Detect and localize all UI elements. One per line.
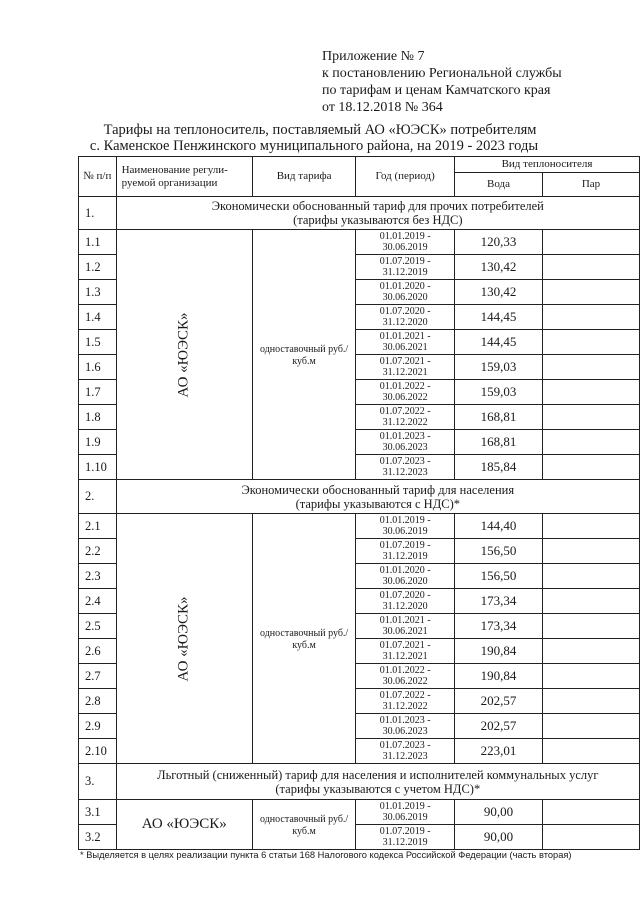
header-steam: Пар [542,173,639,197]
row-num: 1.9 [79,430,117,455]
section-title-line-2: (тарифы указываются с НДС)* [295,496,460,511]
period-end: 31.12.2021 [382,367,428,378]
period-cell [356,825,455,850]
section-num: 1. [79,197,117,230]
period-start: 01.07.2022 - [379,690,431,701]
period-start: 01.07.2019 - [379,540,431,551]
steam-value [542,280,639,305]
steam-value [542,800,639,825]
water-value: 120,33 [454,230,542,255]
header-num: № п/п [79,157,117,197]
tariff-kind: одноставочный руб./куб.м [252,514,355,764]
water-value: 156,50 [454,564,542,589]
period-end: 30.06.2020 [382,292,428,303]
water-value: 144,40 [454,514,542,539]
row-num: 3.2 [79,825,117,850]
steam-value [542,539,639,564]
section-title [116,480,639,514]
appendix-header [322,48,562,116]
water-value: 190,84 [454,664,542,689]
org-name-vertical [116,514,252,764]
period-cell [356,280,455,305]
row-num: 1.5 [79,330,117,355]
period-cell [356,539,455,564]
row-num: 2.4 [79,589,117,614]
steam-value [542,330,639,355]
period-start: 01.07.2023 - [379,740,431,751]
water-value: 159,03 [454,355,542,380]
steam-value [542,739,639,764]
row-num: 2.1 [79,514,117,539]
period-start: 01.07.2023 - [379,456,431,467]
period-cell [356,355,455,380]
row-num: 1.7 [79,380,117,405]
period-start: 01.01.2019 - [379,515,431,526]
period-end: 30.06.2020 [382,576,428,587]
period-end: 31.12.2020 [382,601,428,612]
section-title [116,764,639,800]
period-end: 30.06.2023 [382,442,428,453]
period-cell [356,714,455,739]
section-header-row [79,197,640,230]
steam-value [542,514,639,539]
row-num: 2.8 [79,689,117,714]
period-end: 30.06.2021 [382,342,428,353]
steam-value [542,305,639,330]
period-end: 30.06.2022 [382,392,428,403]
org-name: АО «ЮЭСК» [175,596,192,681]
water-value: 144,45 [454,305,542,330]
steam-value [542,714,639,739]
period-start: 01.07.2019 - [379,826,431,837]
section-title-line-1: Экономически обоснованный тариф для населения [241,482,515,497]
steam-value [542,255,639,280]
row-num: 2.3 [79,564,117,589]
steam-value [542,380,639,405]
section-title-line-2: (тарифы указываются с учетом НДС)* [275,781,481,796]
water-value: 159,03 [454,380,542,405]
row-num: 2.2 [79,539,117,564]
water-value: 202,57 [454,714,542,739]
steam-value [542,405,639,430]
row-num: 1.6 [79,355,117,380]
section-title-line-1: Льготный (сниженный) тариф для населения и исполнителей коммунальных услуг [157,767,599,782]
steam-value [542,455,639,480]
section-header-row [79,480,640,514]
water-value: 223,01 [454,739,542,764]
water-value: 130,42 [454,255,542,280]
period-end: 31.12.2023 [382,751,428,762]
water-value: 156,50 [454,539,542,564]
period-end: 31.12.2019 [382,837,428,848]
appendix-line-2: к постановлению Региональной службы [322,66,562,81]
document-title-line-2: с. Каменское Пенжинского муниципального района, на 2019 - 2023 годы [89,138,539,154]
org-name-vertical [116,230,252,480]
period-end: 31.12.2022 [382,701,428,712]
period-cell [356,305,455,330]
row-num: 1.3 [79,280,117,305]
period-cell [356,639,455,664]
water-value: 90,00 [454,825,542,850]
period-start: 01.01.2022 - [379,665,431,676]
row-num: 1.4 [79,305,117,330]
period-start: 01.01.2020 - [379,281,431,292]
period-end: 30.06.2021 [382,626,428,637]
section-num: 2. [79,480,117,514]
footnote: * Выделяется в целях реализации пункта 6 статьи 168 Налогового кодекса Российской Федерации (часть вторая) [80,850,572,860]
header-period: Год (период) [356,157,455,197]
period-start: 01.01.2021 - [379,615,431,626]
period-end: 30.06.2022 [382,676,428,687]
period-end: 31.12.2022 [382,417,428,428]
period-cell [356,739,455,764]
period-cell [356,380,455,405]
tariff-table [78,156,640,850]
period-start: 01.07.2021 - [379,640,431,651]
period-start: 01.07.2022 - [379,406,431,417]
row-num: 2.5 [79,614,117,639]
period-start: 01.01.2023 - [379,431,431,442]
table-row [79,800,640,825]
row-num: 1.1 [79,230,117,255]
row-num: 1.10 [79,455,117,480]
section-title-line-2: (тарифы указываются без НДС) [293,213,463,227]
period-cell [356,614,455,639]
water-value: 130,42 [454,280,542,305]
org-name: АО «ЮЭСК» [116,800,252,850]
row-num: 2.7 [79,664,117,689]
water-value: 90,00 [454,800,542,825]
period-cell [356,589,455,614]
table-row [79,230,640,255]
period-cell [356,455,455,480]
period-cell [356,800,455,825]
table-row [79,514,640,539]
period-end: 30.06.2019 [382,526,428,537]
water-value: 173,34 [454,614,542,639]
period-end: 31.12.2019 [382,267,428,278]
period-start: 01.07.2020 - [379,590,431,601]
period-start: 01.01.2019 - [379,801,431,812]
water-value: 168,81 [454,405,542,430]
org-name: АО «ЮЭСК» [175,312,192,397]
steam-value [542,664,639,689]
period-start: 01.07.2020 - [379,306,431,317]
section-title [116,197,639,230]
period-cell [356,514,455,539]
section-title-line-1: Экономически обоснованный тариф для прочих потребителей [211,199,544,213]
period-start: 01.01.2021 - [379,331,431,342]
water-value: 144,45 [454,330,542,355]
row-num: 1.8 [79,405,117,430]
water-value: 185,84 [454,455,542,480]
period-cell [356,255,455,280]
period-cell [356,689,455,714]
tariff-kind: одноставочный руб./куб.м [252,230,355,480]
row-num: 1.2 [79,255,117,280]
period-cell [356,664,455,689]
steam-value [542,689,639,714]
period-cell [356,330,455,355]
steam-value [542,430,639,455]
period-end: 31.12.2020 [382,317,428,328]
water-value: 202,57 [454,689,542,714]
section-num: 3. [79,764,117,800]
period-start: 01.01.2023 - [379,715,431,726]
appendix-line-3: по тарифам и ценам Камчатского края [322,83,551,98]
steam-value [542,825,639,850]
period-cell [356,230,455,255]
header-org: Наименование регули-руемой организации [116,157,252,197]
period-cell [356,564,455,589]
steam-value [542,589,639,614]
period-cell [356,405,455,430]
period-start: 01.07.2019 - [379,256,431,267]
row-num: 2.9 [79,714,117,739]
period-end: 31.12.2019 [382,551,428,562]
header-kind: Вид тарифа [252,157,355,197]
steam-value [542,614,639,639]
water-value: 168,81 [454,430,542,455]
period-start: 01.01.2019 - [379,231,431,242]
row-num: 2.6 [79,639,117,664]
period-end: 30.06.2019 [382,812,428,823]
period-start: 01.01.2020 - [379,565,431,576]
appendix-line-1: Приложение № 7 [322,49,425,64]
tariff-kind: одноставочный руб./куб.м [252,800,355,850]
steam-value [542,564,639,589]
period-cell [356,430,455,455]
steam-value [542,230,639,255]
document-title-line-1: Тарифы на теплоноситель, поставляемый АО «ЮЭСК» потребителям [103,122,537,138]
period-end: 31.12.2023 [382,467,428,478]
appendix-line-4: от 18.12.2018 № 364 [322,100,443,115]
steam-value [542,355,639,380]
row-num: 2.10 [79,739,117,764]
steam-value [542,639,639,664]
section-header-row [79,764,640,800]
row-num: 3.1 [79,800,117,825]
period-end: 30.06.2019 [382,242,428,253]
header-heat-carrier: Вид теплоносителя [454,157,639,173]
period-start: 01.01.2022 - [379,381,431,392]
water-value: 173,34 [454,589,542,614]
header-water: Вода [454,173,542,197]
period-end: 31.12.2021 [382,651,428,662]
period-start: 01.07.2021 - [379,356,431,367]
water-value: 190,84 [454,639,542,664]
period-end: 30.06.2023 [382,726,428,737]
